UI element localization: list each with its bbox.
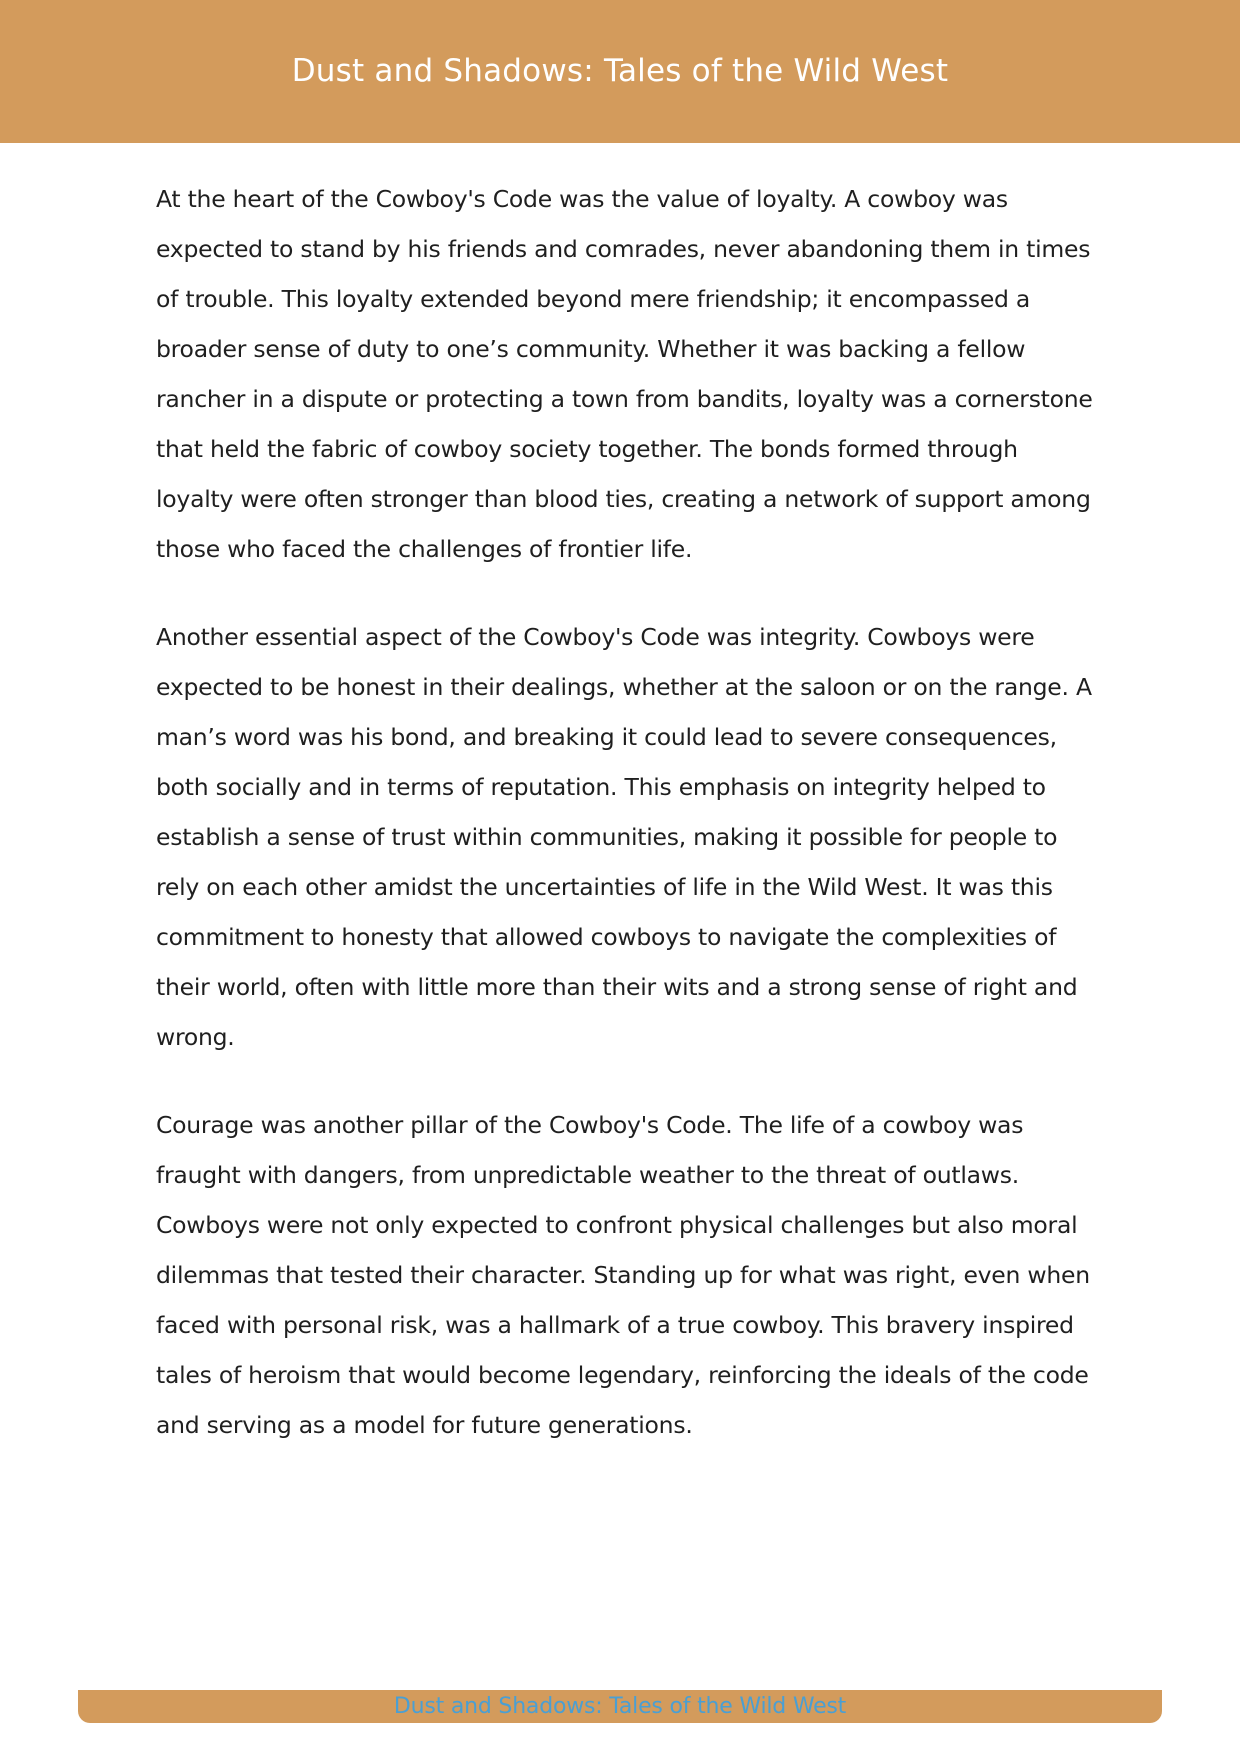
paragraph-loyalty: At the heart of the Cowboy's Code was the value of loyalty. A cowboy was expected to stand by his friends and comrades, never abandoning them in times of trouble. This loyalty extended beyond mere friendship; it encompassed a broader sense of duty to one’s community. Whether it was backing a fellow rancher in a dispute or protecting a town from bandits, loyalty was a cornerstone that held the fabric of cowboy society together. The bonds formed through loyalty were often stronger than blood ties, creating a network of support among those who faced the challenges of frontier life.: [156, 185, 1093, 563]
paragraph-courage: Courage was another pillar of the Cowboy's Code. The life of a cowboy was fraught with dangers, from unpredictable weather to the threat of outlaws. Cowboys were not only expected to confront physical challenges but also moral dilemmas that tested their character. Standing up for what was right, even when faced with personal risk, was a hallmark of a true cowboy. This bravery inspired tales of heroism that would become legendary, reinforcing the ideals of the code and serving as a model for future generations.: [156, 1111, 1090, 1439]
page-footer: [78, 1690, 1162, 1723]
header-title: Dust and Shadows: Tales of the Wild West: [291, 52, 949, 89]
footer-text: Dust and Shadows: Tales of the Wild West: [393, 1694, 847, 1719]
main-content: [156, 174, 1096, 1488]
paragraph-integrity: Another essential aspect of the Cowboy's Code was integrity. Cowboys were expected to be honest in their dealings, whether at the saloon or on the range. A man’s word was his bond, and breaking it could lead to severe consequences, both socially and in terms of reputation. This emphasis on integrity helped to establish a sense of trust within communities, making it possible for people to rely on each other amidst the uncertainties of life in the Wild West. It was this commitment to honesty that allowed cowboys to navigate the complexities of their world, often with little more than their wits and a strong sense of right and wrong.: [156, 623, 1092, 1051]
page-header: [0, 0, 1240, 143]
